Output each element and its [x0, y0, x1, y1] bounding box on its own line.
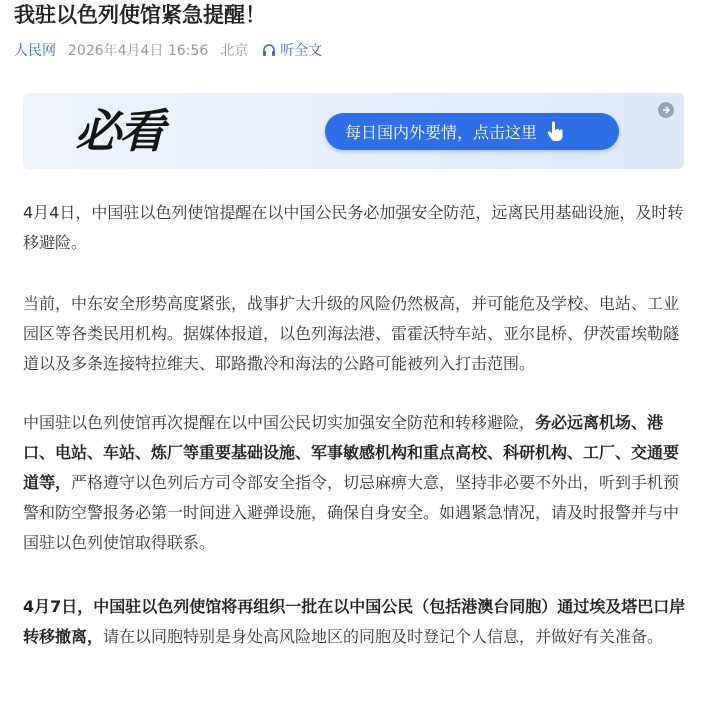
headphones-icon: [262, 43, 276, 57]
paragraph-3-emphasis: 务必远离机场、港口、电站、车站、炼厂等重要基础设施、军事敏感机构和重点高校、科研机构、工厂、交通要道等，: [23, 413, 680, 492]
paragraph-4-rest: 请在以同胞特别是身处高风险地区的同胞及时登记个人信息，并做好有关准备。: [103, 627, 664, 646]
publish-location: 北京: [220, 43, 249, 59]
article-meta: [14, 40, 322, 60]
listen-button[interactable]: [262, 40, 322, 60]
close-icon[interactable]: [658, 102, 674, 118]
daily-news-button[interactable]: [325, 113, 619, 150]
listen-label: 听全文: [280, 43, 323, 59]
paragraph-1: 4月4日，中国驻以色列使馆提醒在以中国公民务必加强安全防范，远离民用基础设施，及时转移避险。: [23, 203, 684, 252]
paragraph-3: [23, 408, 688, 558]
article-title: 我驻以色列使馆紧急提醒！: [14, 3, 266, 27]
paragraph-3-rest: 严格遵守以色列后方司令部安全指令，切忌麻痹大意，坚持非必要不外出，听到手机预警和防空警报务必第一时间进入避弹设施，确保自身安全。如遇紧急情况，请及时报警并与中国驻以色列使馆取得联系。: [23, 473, 680, 552]
paragraph-4: [23, 592, 688, 652]
pointing-hand-icon: [545, 121, 565, 143]
brand-logo: 必看: [75, 104, 163, 158]
paragraph-3-intro: 中国驻以色列使馆再次提醒在以中国公民切实加强安全防范和转移避险，: [23, 413, 536, 432]
publish-date: 2026年4月4日 16:56: [68, 43, 209, 59]
source-link[interactable]: 人民网: [14, 43, 56, 59]
paragraph-4-emphasis: 4月7日，中国驻以色列使馆将再组织一批在以中国公民（包括港澳台同胞）通过埃及塔巴口岸转移撤离，: [23, 597, 686, 646]
paragraph-2: 当前，中东安全形势高度紧张，战事扩大升级的风险仍然极高，并可能危及学校、电站、工业园区等各类民用机构。据媒体报道，以色列海法港、雷霍沃特车站、亚尔昆桥、伊茨雷埃勒隧道以及多条连接特拉维夫、耶路撒冷和海法的公路可能被列入打击范围。: [23, 294, 680, 373]
promo-banner[interactable]: [23, 93, 684, 169]
cta-label: 每日国内外要情，点击这里: [345, 123, 538, 142]
